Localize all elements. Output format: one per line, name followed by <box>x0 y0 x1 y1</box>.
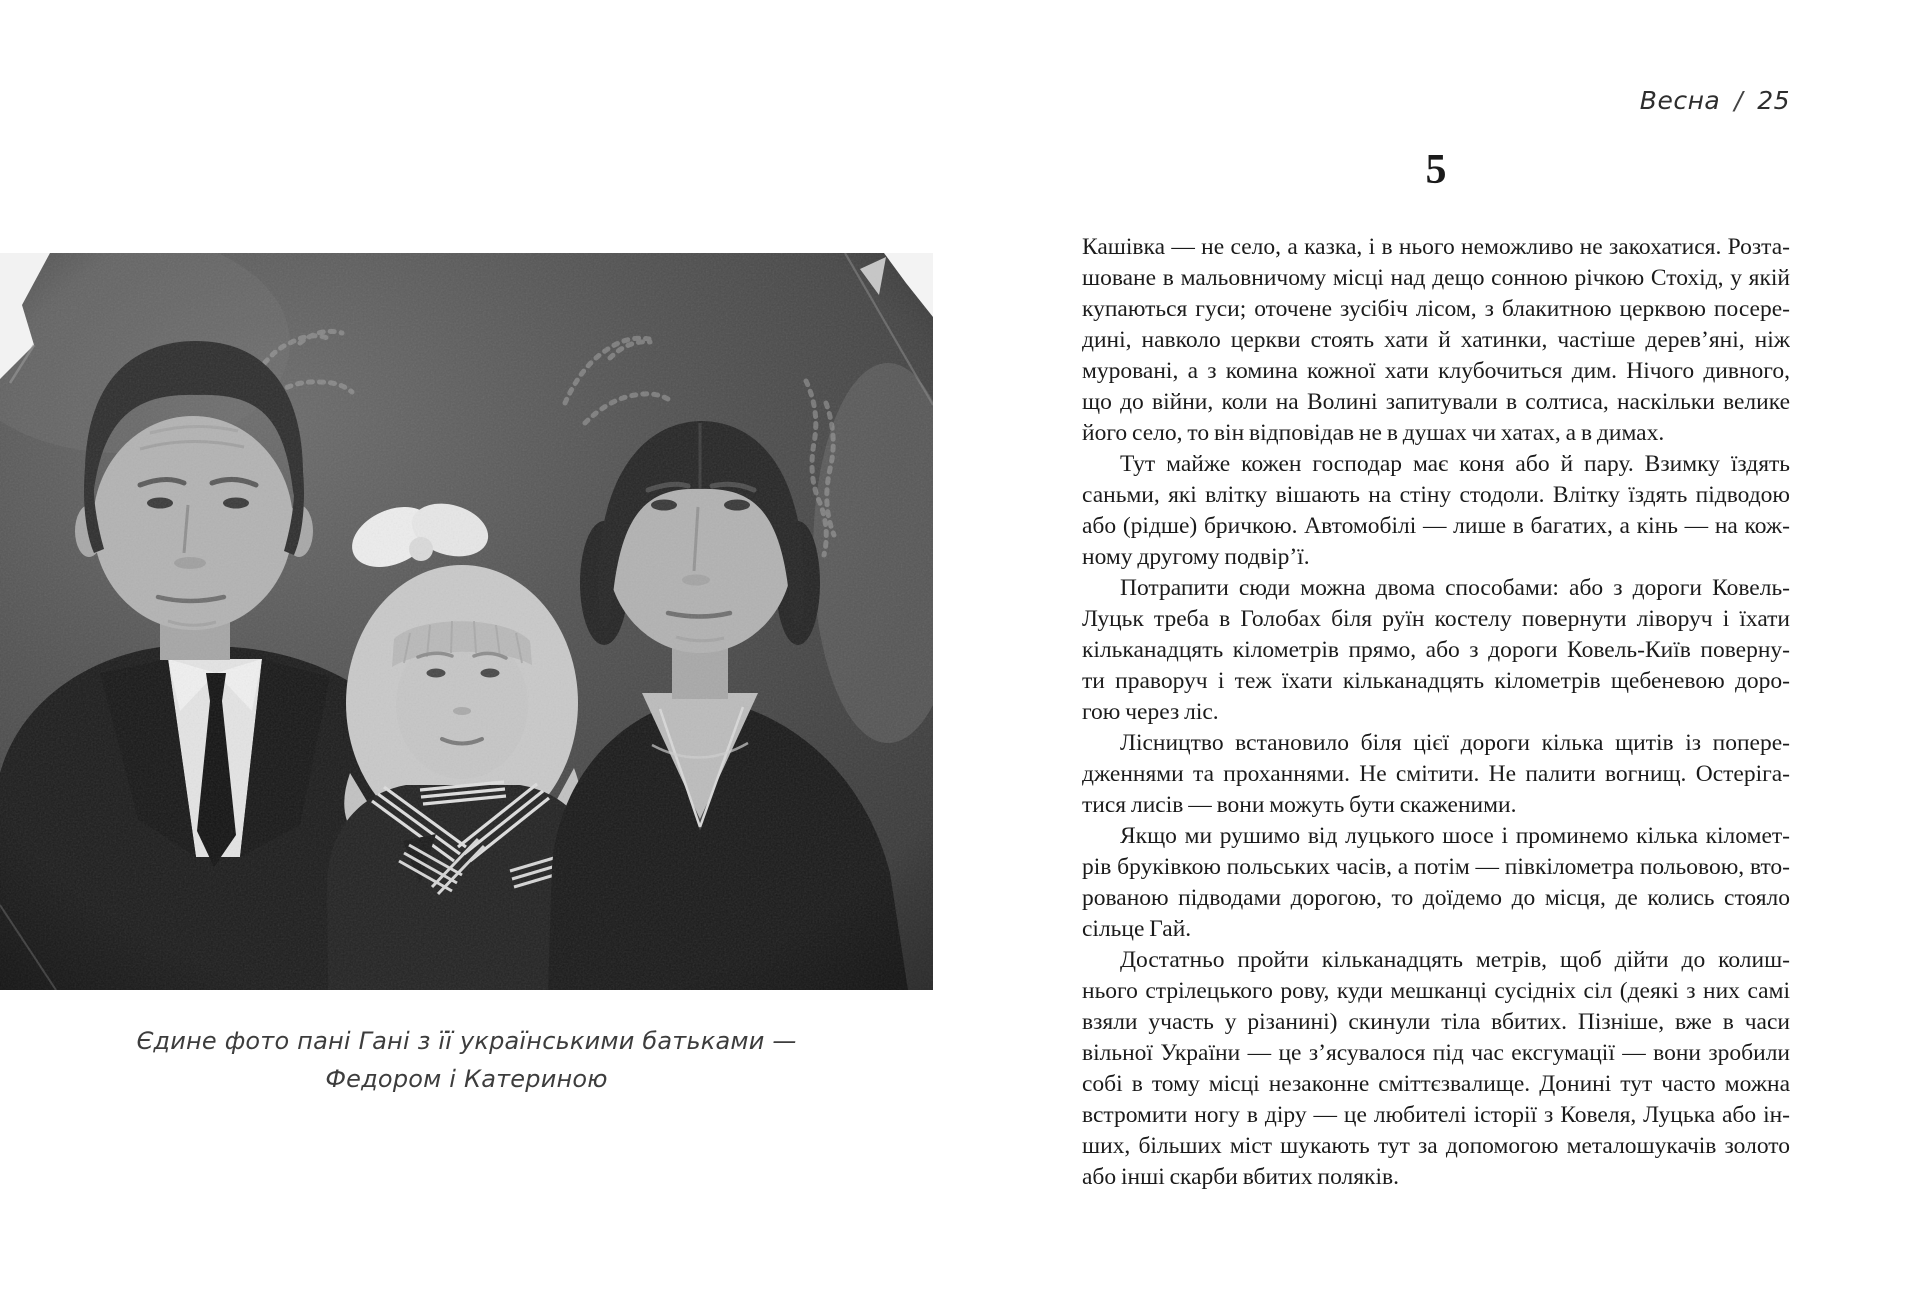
text-line: ти праворуч і теж їхати кільканадцять кілометрів щебеневою доро- <box>1082 668 1790 694</box>
text-line: або інші скарби вбитих поляків. <box>1082 1164 1399 1190</box>
text-line: Потрапити сюди можна двома способами: або з дороги Ковель- <box>1120 575 1790 601</box>
text-line: його село, то він відповідав не в душах чи хатах, а в димах. <box>1082 420 1665 446</box>
text-line: Кашівка — не село, а казка, і в нього неможливо не закохатися. Розта- <box>1082 234 1790 260</box>
text-line: або (рідше) бричкою. Автомобілі — лише в багатих, а кінь — на кож- <box>1082 513 1790 539</box>
family-photo <box>0 253 933 990</box>
text-line: Якщо ми рушимо від луцького шосе і проминемо кілька кіломет- <box>1120 823 1790 849</box>
text-line: шоване в мальовничому місці над дещо сонною річкою Стохід, у якій <box>1082 265 1790 291</box>
text-line: рів бруківкою польських часів, а потім — півкілометра польовою, вто- <box>1082 854 1790 880</box>
text-line: нього стрілецького рову, куди мешканці сусідніх сіл (деякі з них самі <box>1082 978 1790 1004</box>
text-line: муровані, а з комина кожної хати клубочиться дим. Нічого дивного, <box>1082 358 1790 384</box>
text-line: ших, більших міст шукають тут за допомогою металошукачів золото <box>1082 1133 1790 1159</box>
photo-figure <box>0 253 933 990</box>
text-line: Достатньо пройти кільканадцять метрів, щоб дійти до колиш- <box>1120 947 1790 973</box>
text-line: саньми, які влітку вішають на стіну стодоли. Влітку їздять підводою <box>1082 482 1790 508</box>
text-line: що до війни, коли на Волині запитували в солтиса, наскільки велике <box>1082 389 1790 415</box>
text-line: купаються гуси; оточене зусібіч лісом, з блакитною церквою посере- <box>1082 296 1790 322</box>
text-line: вільної України — це з’ясувалося під час ексгумації — вони зробили <box>1082 1040 1790 1066</box>
text-line: гою через ліс. <box>1082 699 1219 725</box>
text-line: дженнями та проханнями. Не смітити. Не палити вогнищ. Остеріга- <box>1082 761 1790 787</box>
chapter-number: 5 <box>1425 147 1447 193</box>
text-line: Тут майже кожен господар має коня або й пару. Взимку їздять <box>1120 451 1790 477</box>
text-line: Луцьк треба в Голобах біля руїн костелу повернути ліворуч і їхати <box>1082 606 1790 632</box>
caption-line-1: Єдине фото пані Гані з її українськими батьками — <box>136 1027 797 1055</box>
photo-caption <box>0 1022 933 1098</box>
text-line: рованою підводами дорогою, то доїдемо до місця, де колись стояло <box>1082 885 1790 911</box>
section-title: Весна <box>1639 86 1721 115</box>
body-text <box>1082 232 1790 1193</box>
text-line: встромити ногу в діру — це любителі історії з Ковеля, Луцька або ін- <box>1082 1102 1790 1128</box>
text-line: ному другому подвір’ї. <box>1082 544 1310 570</box>
text-line: Лісництво встановило біля цієї дороги кілька щитів із попере- <box>1120 730 1790 756</box>
text-line: кільканадцять кілометрів прямо, або з дороги Ковель-Київ поверну- <box>1082 637 1790 663</box>
header-separator: / <box>1734 86 1744 115</box>
text-line: сільце Гай. <box>1082 916 1192 942</box>
text-line: взяли участь у різанині) скинули тіла вбитих. Пізніше, вже в часи <box>1082 1009 1790 1035</box>
page-number: 25 <box>1757 86 1790 115</box>
caption-line-2: Федором і Катериною <box>325 1065 608 1093</box>
text-line: тися лисів — вони можуть бути скаженими. <box>1082 792 1517 818</box>
running-header <box>1082 86 1790 116</box>
text-line: дині, навколо церкви стоять хати й хатинки, частіше дерев’яні, ніж <box>1082 327 1790 353</box>
text-line: собі в тому місці незаконне сміттєзвалище. Донині тут часто можна <box>1082 1071 1790 1097</box>
